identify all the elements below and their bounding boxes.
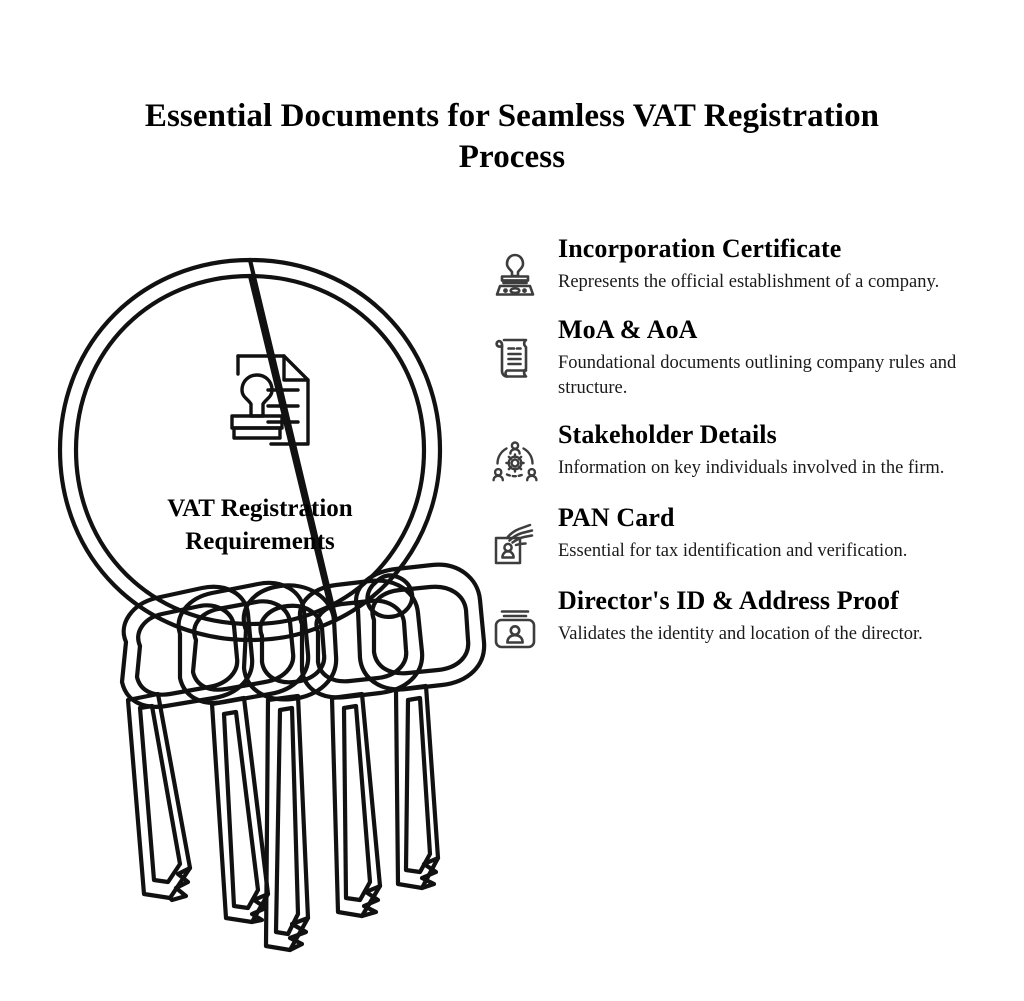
list-item-description: Represents the official establishment of a company. — [558, 272, 940, 292]
list-item-title: Stakeholder Details — [558, 420, 777, 449]
document-stamp-svg — [208, 344, 320, 456]
page-title: Essential Documents for Seamless VAT Registration Process — [144, 98, 880, 175]
scroll-curl-top — [497, 341, 502, 346]
connector-arc-bottom — [507, 475, 523, 477]
key-4 — [300, 581, 422, 916]
stakeholders-gear-icon — [484, 418, 546, 484]
connector-arc-right — [524, 449, 533, 464]
person-top-body — [510, 449, 519, 453]
list-item[interactable] — [484, 232, 1004, 296]
document-with-stamp-icon — [208, 344, 320, 456]
list-item-title: MoA & AoA — [558, 315, 698, 344]
badge-body — [507, 635, 522, 642]
person-top-head — [512, 443, 518, 449]
id-card-body — [502, 551, 513, 557]
badge-head — [511, 626, 519, 634]
stamp-handle — [242, 375, 272, 416]
list-item-body — [546, 232, 1004, 295]
list-item-title: Incorporation Certificate — [558, 234, 842, 263]
connector-arc-left — [498, 449, 507, 464]
list-item[interactable] — [484, 584, 1004, 650]
list-item-description: Information on key individuals involved in the firm. — [558, 458, 945, 478]
list-item[interactable] — [484, 313, 1004, 401]
id-badge-icon — [484, 584, 546, 650]
list-item-body — [546, 418, 1004, 481]
scroll-document-icon — [484, 313, 546, 381]
list-item-description: Foundational documents outlining company rules and structure. — [558, 353, 957, 398]
list-item-body — [546, 501, 1004, 564]
list-item-title: PAN Card — [558, 503, 675, 532]
person-right-head — [529, 469, 535, 475]
stamp-dot-right — [523, 290, 525, 292]
stamp-neck — [504, 281, 527, 284]
stamp-dot-left — [504, 290, 506, 292]
list-item-title: Director's ID & Address Proof — [558, 586, 899, 615]
hand-holding-id-card-icon — [484, 501, 546, 567]
gear-center — [512, 460, 519, 467]
list-item-description: Validates the identity and location of the director. — [558, 624, 923, 644]
person-left-body — [494, 476, 503, 480]
center-label — [100, 492, 420, 558]
center-label-line-1: VAT Registration — [167, 495, 353, 522]
list-item-body — [546, 584, 1004, 647]
stamp-pad — [234, 428, 280, 438]
list-item-body — [546, 313, 1004, 401]
id-card-head — [504, 544, 511, 551]
person-left-head — [495, 469, 501, 475]
stamp-handle-shape — [507, 255, 523, 276]
list-item-description: Essential for tax identification and verification. — [558, 541, 908, 561]
rubber-stamp-icon — [484, 232, 546, 296]
center-label-line-2: Requirements — [185, 528, 335, 555]
documents-list — [484, 232, 1004, 667]
person-right-body — [527, 476, 536, 480]
stamp-mark — [511, 288, 520, 293]
list-item[interactable] — [484, 501, 1004, 567]
thumb — [516, 544, 526, 546]
list-item[interactable] — [484, 418, 1004, 484]
